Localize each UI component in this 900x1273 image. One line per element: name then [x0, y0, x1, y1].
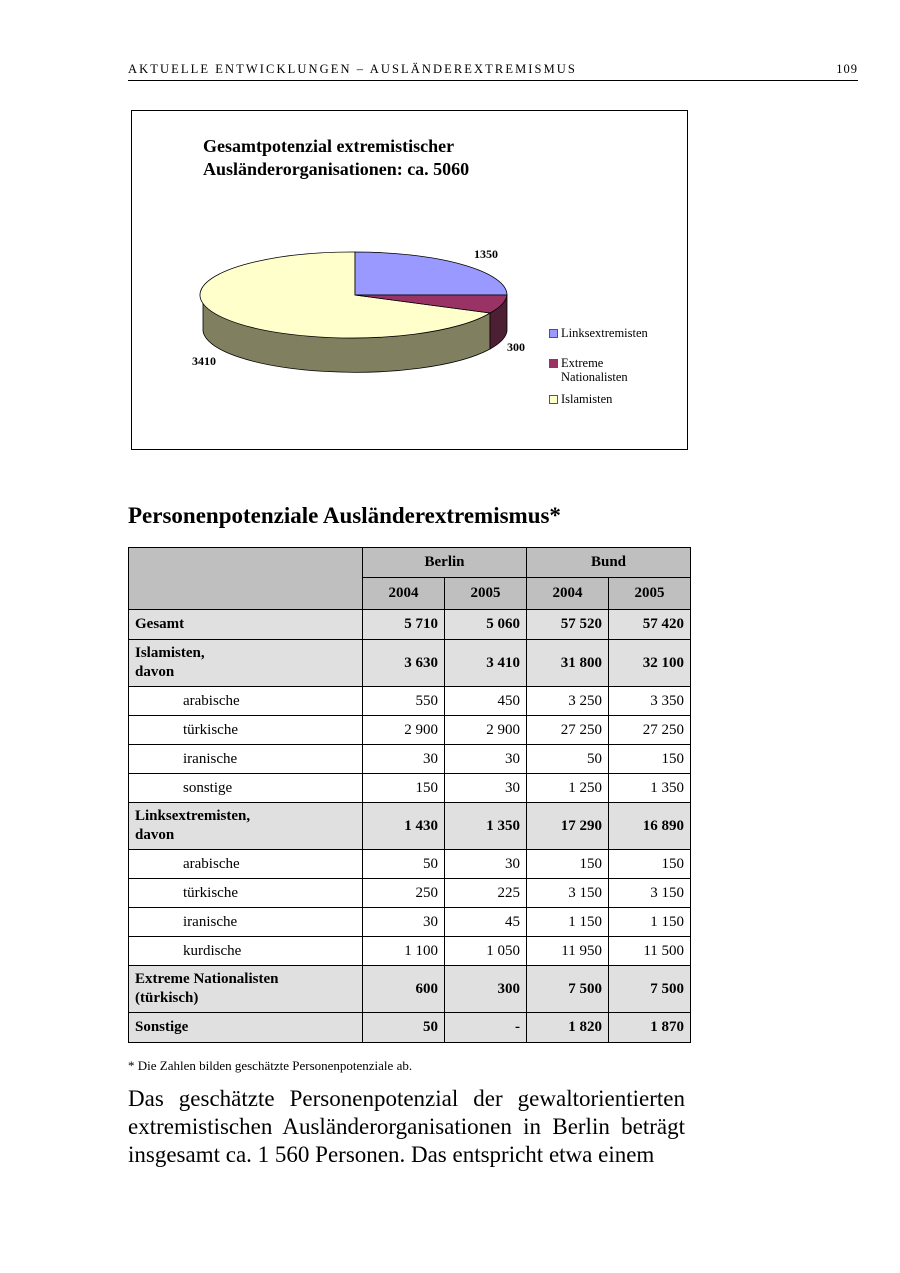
data-label-islamisten: 3410 [192, 354, 216, 368]
table-cell: 50 [363, 1013, 445, 1043]
table-cell: 1 350 [609, 774, 691, 803]
table-cell: 27 250 [527, 716, 609, 745]
header-year: 2004 [527, 578, 609, 610]
row-label-line-1: Linksextremisten, [135, 808, 251, 824]
table-cell: 57 420 [609, 610, 691, 640]
table-cell: 1 870 [609, 1013, 691, 1043]
row-label [129, 640, 363, 687]
table-cell: 50 [363, 850, 445, 879]
header-year: 2005 [445, 578, 527, 610]
row-label-line-1: iranische [183, 913, 238, 930]
pie-chart-box [131, 110, 688, 450]
header-year: 2004 [363, 578, 445, 610]
chart-title-line-2: Ausländerorganisationen: ca. 5060 [203, 159, 470, 179]
row-label [129, 1013, 363, 1043]
table-row [129, 908, 691, 937]
table-cell: 1 100 [363, 937, 445, 966]
row-label-line-1: arabische [183, 855, 240, 872]
table-cell: 30 [363, 908, 445, 937]
table-cell: 2 900 [363, 716, 445, 745]
table-cell: 450 [445, 687, 527, 716]
row-label [129, 745, 363, 774]
table-cell: 30 [445, 774, 527, 803]
table-cell: 1 150 [609, 908, 691, 937]
table-row [129, 937, 691, 966]
running-title: AKTUELLE ENTWICKLUNGEN – AUSLÄNDEREXTREMISMUS [128, 62, 577, 76]
chart-legend [549, 326, 648, 406]
table-cell: 300 [445, 966, 527, 1013]
table-row [129, 640, 691, 687]
table-row [129, 745, 691, 774]
body-paragraph: Das geschätzte Personenpotenzial der gewaltorientierten extremistischen Ausländerorganisationen in Berlin beträgt insgesamt ca. 1 560 Personen. Das entspricht etwa einem [128, 1086, 685, 1167]
legend-swatch-linksextremisten [549, 329, 558, 338]
table-row [129, 850, 691, 879]
row-label-line-1: kurdische [183, 942, 242, 959]
person-potential-table [128, 547, 691, 1043]
table-cell: 225 [445, 879, 527, 908]
table-row [129, 879, 691, 908]
legend-label-nationalisten-1: Extreme [561, 356, 604, 370]
chart-title-line-1: Gesamtpotenzial extremistischer [203, 136, 455, 156]
table-cell: 5 710 [363, 610, 445, 640]
table-cell: 3 410 [445, 640, 527, 687]
row-label-line-1: sonstige [183, 779, 233, 796]
data-label-linksextremisten: 1350 [474, 247, 498, 261]
table-cell: 30 [445, 850, 527, 879]
table-cell: 1 050 [445, 937, 527, 966]
table-cell: 17 290 [527, 803, 609, 850]
running-header [128, 62, 858, 81]
table-cell: 1 430 [363, 803, 445, 850]
table-cell: 16 890 [609, 803, 691, 850]
row-label-line-2: (türkisch) [135, 990, 199, 1006]
section-title: Personenpotenziale Ausländerextremismus* [128, 503, 561, 528]
table-row [129, 716, 691, 745]
chart-title [203, 135, 469, 181]
row-label-line-2: davon [135, 827, 175, 843]
legend-swatch-nationalisten [549, 359, 558, 368]
header-bund: Bund [527, 548, 691, 578]
table-cell: 3 630 [363, 640, 445, 687]
table-cell: 3 150 [609, 879, 691, 908]
table-cell: 45 [445, 908, 527, 937]
table-cell: 11 950 [527, 937, 609, 966]
row-label [129, 610, 363, 640]
table-corner-cell [129, 548, 363, 610]
row-label [129, 937, 363, 966]
table-cell: 27 250 [609, 716, 691, 745]
row-label [129, 879, 363, 908]
header-berlin: Berlin [363, 548, 527, 578]
row-label [129, 850, 363, 879]
table-row [129, 1013, 691, 1043]
table-cell: 30 [445, 745, 527, 774]
table-row [129, 774, 691, 803]
table-cell: 1 150 [527, 908, 609, 937]
row-label-line-1: iranische [183, 750, 238, 767]
legend-item-islamisten [549, 392, 648, 406]
table-cell: 7 500 [609, 966, 691, 1013]
table-cell: - [445, 1013, 527, 1043]
row-label [129, 774, 363, 803]
table-cell: 50 [527, 745, 609, 774]
table-cell: 7 500 [527, 966, 609, 1013]
table-row [129, 803, 691, 850]
table-cell: 550 [363, 687, 445, 716]
header-year: 2005 [609, 578, 691, 610]
table-cell: 57 520 [527, 610, 609, 640]
row-label [129, 716, 363, 745]
table-row [129, 687, 691, 716]
row-label-line-1: türkische [183, 721, 238, 738]
page-number: 109 [836, 62, 858, 76]
legend-label-linksextremisten: Linksextremisten [561, 326, 648, 340]
table-cell: 32 100 [609, 640, 691, 687]
table-cell: 3 150 [527, 879, 609, 908]
row-label [129, 908, 363, 937]
legend-swatch-islamisten [549, 395, 558, 404]
table-cell: 30 [363, 745, 445, 774]
table-cell: 150 [609, 850, 691, 879]
footnote: * Die Zahlen bilden geschätzte Personenpotenziale ab. [128, 1058, 413, 1073]
table-cell: 150 [527, 850, 609, 879]
data-label-nationalisten: 300 [507, 340, 525, 354]
table-header-row-groups [129, 548, 691, 578]
legend-item-nationalisten [549, 356, 648, 384]
table-cell: 1 250 [527, 774, 609, 803]
table-cell: 250 [363, 879, 445, 908]
table-cell: 2 900 [445, 716, 527, 745]
row-label [129, 966, 363, 1013]
table-cell: 3 250 [527, 687, 609, 716]
row-label [129, 687, 363, 716]
table-cell: 5 060 [445, 610, 527, 640]
row-label [129, 803, 363, 850]
table-cell: 1 820 [527, 1013, 609, 1043]
table-cell: 11 500 [609, 937, 691, 966]
table-row [129, 966, 691, 1013]
table-cell: 600 [363, 966, 445, 1013]
legend-label-nationalisten-2: Nationalisten [561, 370, 628, 384]
table-cell: 1 350 [445, 803, 527, 850]
row-label-line-1: türkische [183, 884, 238, 901]
table-cell: 150 [363, 774, 445, 803]
row-label-line-1: arabische [183, 692, 240, 709]
table-row [129, 610, 691, 640]
legend-label-islamisten: Islamisten [561, 392, 613, 406]
row-label-line-1: Islamisten, [135, 645, 205, 661]
table-cell: 150 [609, 745, 691, 774]
table-cell: 31 800 [527, 640, 609, 687]
row-label-line-2: davon [135, 664, 175, 680]
legend-item-linksextremisten [549, 326, 648, 340]
row-label-line-1: Extreme Nationalisten [135, 971, 279, 987]
row-label-line-1: Gesamt [135, 616, 185, 632]
table-cell: 3 350 [609, 687, 691, 716]
table-body [129, 610, 691, 1043]
row-label-line-1: Sonstige [135, 1019, 189, 1035]
